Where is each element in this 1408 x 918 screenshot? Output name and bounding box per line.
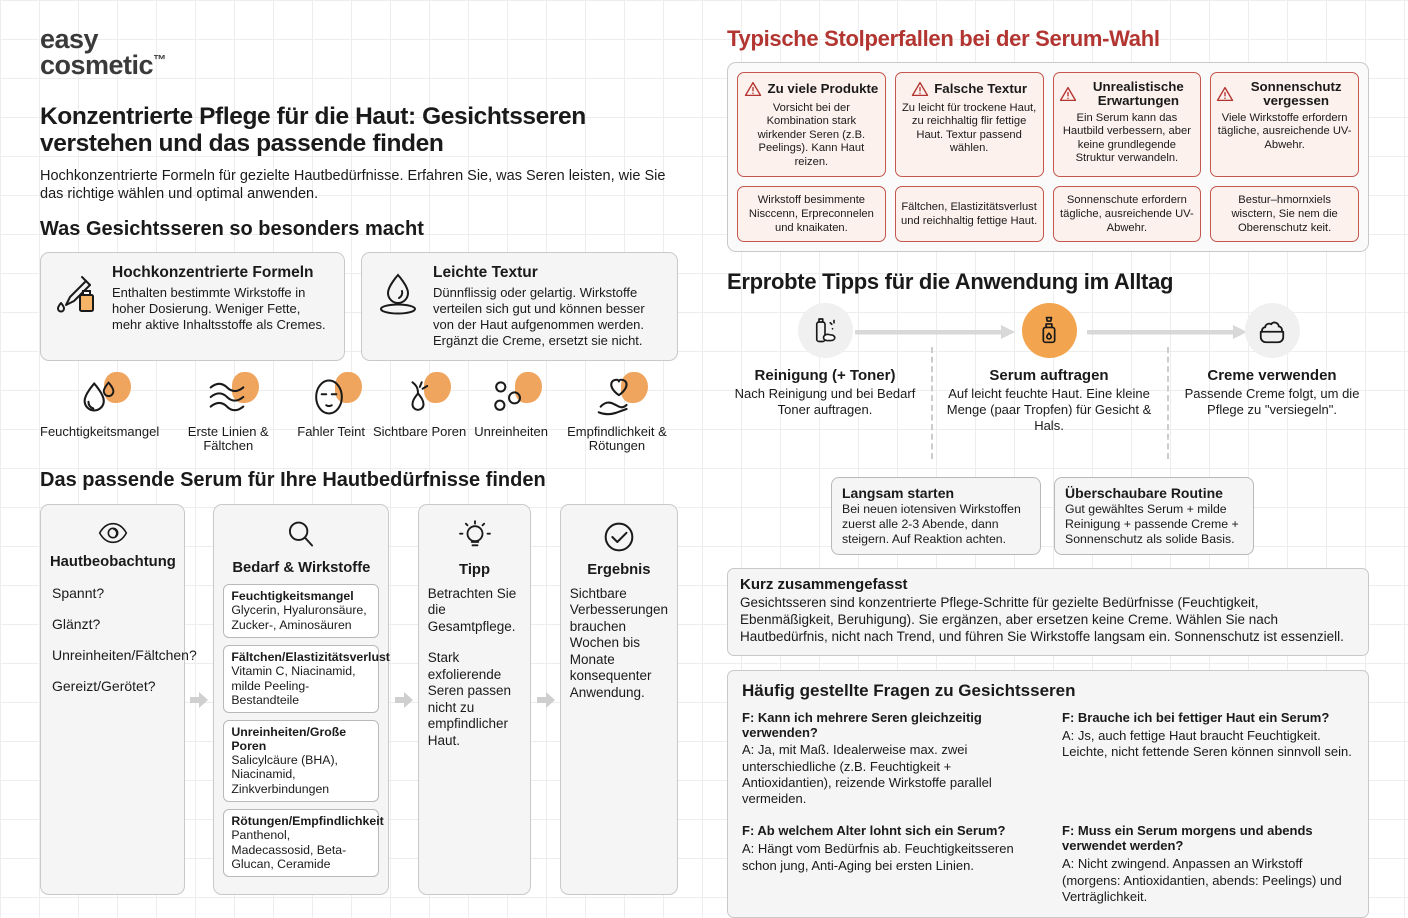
flow-step-title: Reinigung (+ Toner) [754, 367, 896, 385]
bulb-icon [428, 517, 522, 557]
flow-divider [1167, 347, 1169, 459]
waves-icon [204, 374, 252, 422]
cleanse-icon [798, 303, 853, 358]
pitfall-note: Sonnenschute erfordern tägliche, ausreichende UV-Abwehr. [1053, 186, 1202, 242]
arrow-right-icon [190, 692, 208, 708]
droplet-ripple-icon [374, 264, 422, 348]
logo-line2: cosmetic™ [40, 50, 166, 81]
faq-panel [727, 670, 1369, 918]
concern-feuchtigkeitsmangel [40, 374, 159, 440]
finder-card-title: Ergebnis [587, 561, 651, 578]
pitfall-card: Sonnenschutz vergessen Viele Wirkstoffe erfordern tägliche, ausreichende UV-Abwehr. [1210, 72, 1359, 177]
pitfall-card: Zu viele Produkte Vorsicht bei der Kombination stark wirkender Seren (z.B. Peelings). Kann Haut reizen. [737, 72, 886, 177]
flow-divider [931, 347, 933, 459]
flow-step-serum [939, 303, 1159, 434]
summary-text: Gesichtsseren sind konzentrierte Pflege-Schritte für gezielte Bedürfnisse (Feuchtigkeit, Ebenmäßigkeit, Beruhigung). Sie ergänzen, aber ersetzen keine Creme. Wählen Sie nach Hautbedürfnis, nicht nach Trend, und führen Sie Wirkstoffe langsam ein. Sonnenschutz ist essenziell. [740, 595, 1344, 645]
concern-fahler-teint [297, 374, 365, 440]
feature-card-formeln [40, 252, 345, 360]
concern-sichtbare-poren [373, 374, 466, 440]
tip-boxes [831, 477, 1369, 555]
concern-label: Fahler Teint [297, 423, 365, 439]
pitfalls-heading: Typische Stolperfallen bei der Serum-Wahl [727, 26, 1160, 51]
feature-cards [40, 252, 678, 360]
pitfalls-panel [727, 62, 1369, 252]
flow-step-text: Passende Creme folgt, um die Pflege zu "versiegeln". [1184, 386, 1360, 418]
page-title: Konzentrierte Pflege für die Haut: Gesichtsseren verstehen und das passende finden [40, 102, 586, 158]
brand-logo [40, 26, 678, 79]
pitfall-note: Wirkstoff besimmente Nisccenn, Erpreconnelen und knaikaten. [737, 186, 886, 242]
feature-title: Leichte Textur [433, 264, 538, 282]
warning-icon [744, 80, 762, 98]
concern-label: Erste Linien & Fältchen [187, 423, 269, 454]
faq-item: F: Brauche ich bei fettiger Haut ein Serum? A: Js, auch fettige Haut braucht Feuchtigkeit. Leichte, nicht fettende Seren können sinnvoll sein. [1062, 709, 1352, 759]
observation-item: Glänzt? [52, 615, 101, 632]
observation-item: Unreinheiten/Fältchen? [52, 646, 197, 663]
flow-step-text: Auf leicht feuchte Haut. Eine kleine Menge (paar Tropfen) für Gesicht & Hals. [946, 386, 1152, 433]
pitfall-note: Bestur–hmornxiels wisctern, Sie nem die Oberenschutz keit. [1210, 186, 1359, 242]
faq-item: F: Ab welchem Alter lohnt sich ein Serum? A: Hängt vom Bedürfnis ab. Feuchtigkeitsseren schon jung, Anti-Aging bei ersten Linien. [742, 823, 1014, 873]
routine-flow [727, 303, 1369, 475]
finder-heading: Das passende Serum für Ihre Hautbedürfnisse finden [40, 468, 546, 491]
result-paragraph: Sichtbare Verbesserungen brauchen Wochen bis Monate konsequenter Anwendung. [569, 585, 669, 700]
eye-icon [50, 517, 175, 549]
observation-item: Gereizt/Gerötet? [52, 677, 156, 694]
finder-card-hautbeobachtung [40, 504, 197, 895]
tipbox-langsam-starten: Langsam starten Bei neuen iotensiven Wirkstoffen zuerst alle 2-3 Abende, dann steigern. Auf Reaktion achten. [831, 477, 1041, 555]
finder-cards [40, 504, 678, 895]
page-subtitle: Hochkonzentrierte Formeln für gezielte Hautbedürfnisse. Erfahren Sie, was Seren leisten, wie Sie das richtige wählen und optimal anwenden. [40, 167, 666, 203]
flow-step-title: Serum auftragen [989, 367, 1109, 385]
pitfall-notes [737, 186, 1359, 242]
warning-icon [1059, 85, 1077, 103]
pitfall-note: Fältchen, Elastizitätsverlust und reichhaltig fettige Haut. [895, 186, 1044, 242]
pore-icon [396, 374, 444, 422]
warning-icon [911, 80, 929, 98]
concern-label: Sichtbare Poren [372, 423, 467, 439]
flow-step-reinigung [727, 303, 923, 418]
dropper-bottle-icon [53, 264, 101, 348]
arrow-right-icon [394, 692, 412, 708]
finder-card-title: Bedarf & Wirkstoffe [232, 559, 371, 576]
face-icon [307, 374, 355, 422]
faq-title: Häufig gestellte Fragen zu Gesichtsseren [742, 680, 1076, 700]
check-circle-icon [570, 517, 668, 557]
feature-text: Enthalten bestimmte Wirkstoffe in hoher Dosierung. Weniger Fette, mehr aktive Inhaltsstoffe als Cremes. [112, 285, 326, 333]
concern-label: Empfindlichkeit & Rötungen [567, 423, 667, 454]
concern-empfindlichkeit [556, 374, 678, 454]
summary-panel [727, 568, 1369, 655]
feature-card-textur [361, 252, 678, 360]
feature-text: Dünnflissig oder gelartig. Wirkstoffe verteilen sich gut und können besser von der Haut aufgenommen werden. Ergänzt die Creme, ersetzt sie nicht. [433, 285, 645, 348]
drop-icon [76, 374, 124, 422]
finder-card-ergebnis [560, 504, 678, 895]
need-box: Fältchen/Elastizitätsverlust Vitamin C, Niacinamid, milde Peeling-Bestandteile [223, 645, 379, 713]
concern-label: Feuchtigkeitsmangel [40, 423, 160, 439]
concern-label: Unreinheiten [474, 423, 548, 439]
right-column [727, 26, 1369, 918]
need-box: Rötungen/Empfindlichkeit Panthenol, Madecassosid, Beta-Glucan, Ceramide [223, 809, 379, 877]
logo-line1: easy [40, 24, 99, 54]
arrow-right-icon [536, 692, 554, 708]
heart-hand-icon [593, 374, 641, 422]
feature-title: Hochkonzentrierte Formeln [112, 264, 314, 282]
tips-heading: Erprobte Tipps für die Anwendung im Alltag [727, 269, 1174, 295]
features-heading: Was Gesichtsseren so besonders macht [40, 218, 424, 241]
flow-step-title: Creme verwenden [1207, 367, 1337, 385]
pitfall-card: Unrealistische Erwartungen Ein Serum kann das Hautbild verbessern, aber keine grundlegende Struktur verwandeln. [1053, 72, 1202, 177]
pitfall-card: Falsche Textur Zu leicht für trockene Haut, zu reichhaltig flir fettige Haut. Textur passend wählen. [895, 72, 1044, 177]
observation-item: Spannt? [52, 584, 105, 601]
skin-concern-row [40, 374, 678, 454]
concern-unreinheiten [474, 374, 548, 440]
finder-card-title: Tipp [459, 561, 491, 578]
dots-icon [487, 374, 535, 422]
finder-card-bedarf [213, 504, 389, 895]
need-box: Feuchtigkeitsmangel Glycerin, Hyaluronsäure, Zucker-, Aminosäuren [223, 584, 379, 638]
left-column [40, 26, 678, 895]
tip-paragraph: Stark exfolierende Seren passen nicht zu empfindlicher Haut. [427, 650, 512, 748]
tipbox-routine: Überschaubare Routine Gut gewähltes Serum + milde Reinigung + passende Creme + Sonnenschutz als solide Basis. [1054, 477, 1254, 555]
serum-icon [1022, 303, 1077, 358]
faq-item: F: Muss ein Serum morgens und abends verwendet werden? A: Nicht zwingend. Anpassen an Wirkstoff (morgens: Antioxidantien, abends: Peelings) und Verträglichkeit. [1062, 823, 1342, 904]
warning-icon [1216, 85, 1234, 103]
faq-grid [742, 711, 1354, 906]
finder-card-title: Hautbeobachtung [50, 553, 176, 570]
finder-card-tipp [418, 504, 532, 895]
flow-step-creme [1175, 303, 1369, 418]
magnifier-icon [223, 517, 379, 555]
pitfall-cards [737, 72, 1359, 177]
flow-step-text: Nach Reinigung und bei Bedarf Toner auftragen. [734, 386, 916, 418]
summary-title: Kurz zusammengefasst [740, 576, 908, 594]
faq-item: F: Kann ich mehrere Seren gleichzeitig verwenden? A: Ja, mit Maß. Idealerweise max. zwei unterschiedliche (z.B. Feuchtigkeit + Antioxidantien), reizende Wirkstoffe parallel vermeiden. [742, 709, 992, 807]
tip-paragraph: Betrachten Sie die Gesamtpflege. [427, 585, 517, 634]
cream-icon [1245, 303, 1300, 358]
need-box: Unreinheiten/Große Poren Salicylcäure (BHA), Niacinamid, Zinkverbindungen [223, 720, 379, 802]
concern-erste-linien [167, 374, 289, 454]
trademark-symbol: ™ [153, 52, 166, 68]
